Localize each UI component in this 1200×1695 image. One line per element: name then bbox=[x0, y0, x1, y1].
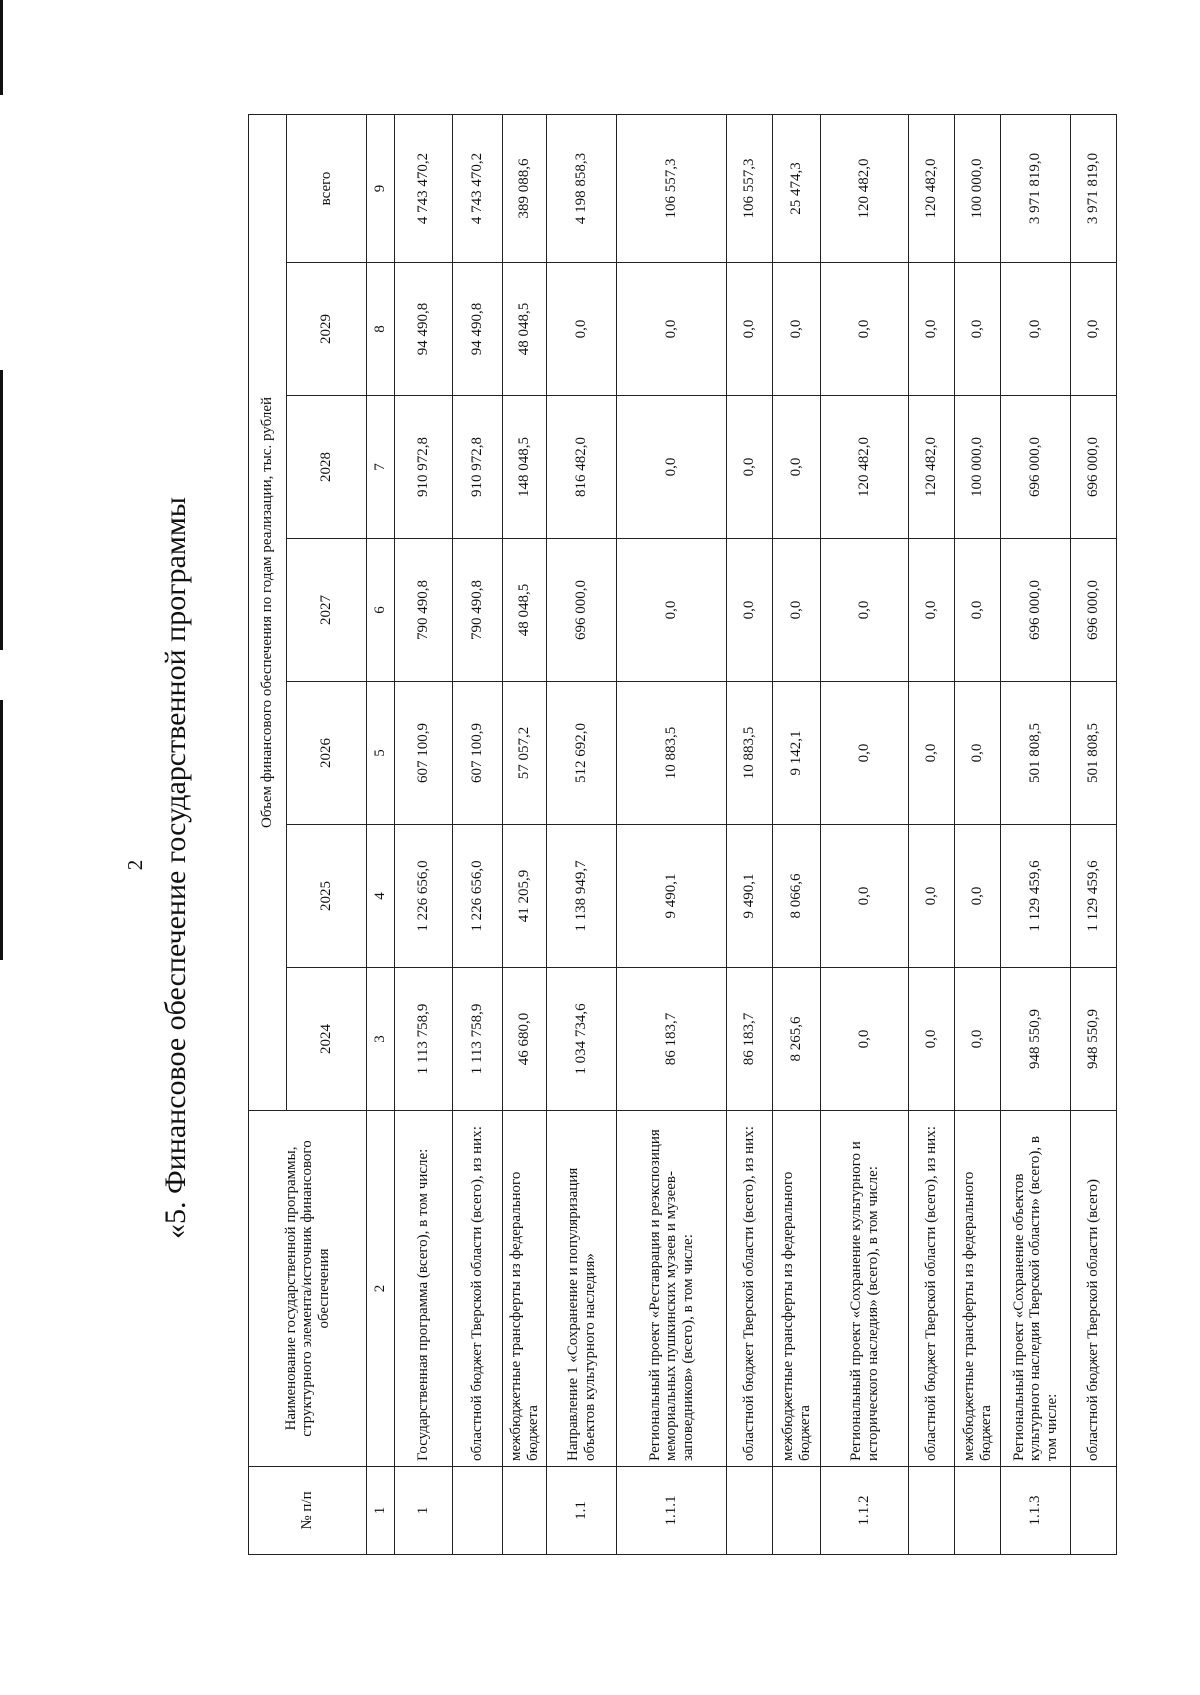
scan-margin-line bbox=[0, 370, 3, 650]
cell-value: 0,0 bbox=[821, 968, 909, 1111]
cell-value: 0,0 bbox=[955, 968, 1001, 1111]
cell-value: 94 490,8 bbox=[453, 263, 503, 396]
column-number: 4 bbox=[367, 825, 395, 968]
financing-table-wrapper bbox=[248, 115, 1200, 1555]
cell-value: 1 129 459,6 bbox=[1071, 825, 1117, 968]
header-year: 2028 bbox=[287, 396, 367, 539]
cell-value: 1 034 734,6 bbox=[547, 968, 617, 1111]
cell-total: 389 088,6 bbox=[503, 114, 547, 262]
cell-value: 1 113 758,9 bbox=[453, 968, 503, 1111]
row-name: Региональный проект «Реставрация и реэкспозиция мемориальных пушкинских музеев и музеев-заповедников» (всего), в том числе: bbox=[617, 1111, 727, 1467]
table-row bbox=[617, 114, 727, 1554]
cell-value: 0,0 bbox=[773, 539, 821, 682]
cell-value: 1 226 656,0 bbox=[395, 825, 453, 968]
cell-total: 4 198 858,3 bbox=[547, 114, 617, 262]
cell-value: 0,0 bbox=[909, 539, 955, 682]
cell-value: 9 142,1 bbox=[773, 682, 821, 825]
cell-value: 57 057,2 bbox=[503, 682, 547, 825]
column-number: 2 bbox=[367, 1111, 395, 1467]
header-name: Наименование государственной программы, структурного элемента/источник финансового обеспечения bbox=[249, 1111, 367, 1467]
cell-value: 1 129 459,6 bbox=[1001, 825, 1071, 968]
cell-value: 0,0 bbox=[1071, 263, 1117, 396]
column-number: 8 bbox=[367, 263, 395, 396]
cell-value: 607 100,9 bbox=[395, 682, 453, 825]
scan-margin-line bbox=[0, 0, 3, 95]
cell-total: 4 743 470,2 bbox=[395, 114, 453, 262]
header-group: Объем финансового обеспечения по годам реализации, тыс. рублей bbox=[249, 114, 287, 1110]
cell-total: 106 557,3 bbox=[727, 114, 773, 262]
cell-value: 0,0 bbox=[1001, 263, 1071, 396]
row-name: межбюджетные трансферты из федерального бюджета bbox=[955, 1111, 1001, 1467]
row-name: областной бюджет Тверской области (всего) bbox=[1071, 1111, 1117, 1467]
cell-value: 0,0 bbox=[727, 396, 773, 539]
row-number bbox=[1071, 1467, 1117, 1555]
row-name: областной бюджет Тверской области (всего), из них: bbox=[909, 1111, 955, 1467]
cell-value: 48 048,5 bbox=[503, 263, 547, 396]
row-name: областной бюджет Тверской области (всего), из них: bbox=[453, 1111, 503, 1467]
header-year: 2029 bbox=[287, 263, 367, 396]
table-row bbox=[727, 114, 773, 1554]
table-row bbox=[1071, 114, 1117, 1554]
cell-value: 0,0 bbox=[727, 263, 773, 396]
cell-value: 0,0 bbox=[821, 263, 909, 396]
cell-value: 0,0 bbox=[727, 539, 773, 682]
cell-value: 816 482,0 bbox=[547, 396, 617, 539]
cell-value: 0,0 bbox=[821, 825, 909, 968]
table-row bbox=[547, 114, 617, 1554]
cell-total: 120 482,0 bbox=[821, 114, 909, 262]
row-name: Государственная программа (всего), в том числе: bbox=[395, 1111, 453, 1467]
page-title: «5. Финансовое обеспечение государственной программы bbox=[159, 497, 192, 1239]
table-row bbox=[821, 114, 909, 1554]
cell-value: 120 482,0 bbox=[909, 396, 955, 539]
cell-value: 790 490,8 bbox=[395, 539, 453, 682]
row-number bbox=[503, 1467, 547, 1555]
row-name: межбюджетные трансферты из федерального бюджета bbox=[503, 1111, 547, 1467]
cell-value: 696 000,0 bbox=[1001, 539, 1071, 682]
column-number: 3 bbox=[367, 968, 395, 1111]
cell-value: 10 883,5 bbox=[727, 682, 773, 825]
cell-value: 0,0 bbox=[955, 263, 1001, 396]
row-name: областной бюджет Тверской области (всего), из них: bbox=[727, 1111, 773, 1467]
table-body bbox=[395, 114, 1117, 1554]
cell-value: 0,0 bbox=[773, 396, 821, 539]
row-name: межбюджетные трансферты из федерального бюджета bbox=[773, 1111, 821, 1467]
cell-value: 9 490,1 bbox=[727, 825, 773, 968]
cell-value: 0,0 bbox=[773, 263, 821, 396]
table-row bbox=[773, 114, 821, 1554]
column-number: 7 bbox=[367, 396, 395, 539]
cell-value: 0,0 bbox=[909, 682, 955, 825]
cell-value: 607 100,9 bbox=[453, 682, 503, 825]
cell-value: 148 048,5 bbox=[503, 396, 547, 539]
column-number: 9 bbox=[367, 114, 395, 262]
cell-value: 0,0 bbox=[547, 263, 617, 396]
cell-value: 0,0 bbox=[617, 396, 727, 539]
cell-value: 10 883,5 bbox=[617, 682, 727, 825]
cell-value: 41 205,9 bbox=[503, 825, 547, 968]
cell-value: 0,0 bbox=[617, 263, 727, 396]
cell-total: 100 000,0 bbox=[955, 114, 1001, 262]
column-number: 1 bbox=[367, 1467, 395, 1555]
row-number bbox=[955, 1467, 1001, 1555]
row-number: 1.1.1 bbox=[617, 1467, 727, 1555]
cell-value: 0,0 bbox=[821, 682, 909, 825]
row-name: Региональный проект «Сохранение объектов культурного наследия Тверской области» (всего), в том числе: bbox=[1001, 1111, 1071, 1467]
cell-value: 48 048,5 bbox=[503, 539, 547, 682]
cell-value: 0,0 bbox=[909, 825, 955, 968]
cell-value: 910 972,8 bbox=[395, 396, 453, 539]
row-name: Региональный проект «Сохранение культурного и исторического наследия» (всего), в том числе: bbox=[821, 1111, 909, 1467]
cell-value: 696 000,0 bbox=[547, 539, 617, 682]
header-year: 2024 bbox=[287, 968, 367, 1111]
cell-value: 0,0 bbox=[955, 682, 1001, 825]
cell-value: 501 808,5 bbox=[1071, 682, 1117, 825]
row-number: 1.1.3 bbox=[1001, 1467, 1071, 1555]
cell-value: 512 692,0 bbox=[547, 682, 617, 825]
header-year: 2026 bbox=[287, 682, 367, 825]
cell-value: 0,0 bbox=[821, 539, 909, 682]
cell-value: 1 226 656,0 bbox=[453, 825, 503, 968]
cell-value: 94 490,8 bbox=[395, 263, 453, 396]
cell-value: 501 808,5 bbox=[1001, 682, 1071, 825]
page-number: 2 bbox=[123, 859, 147, 871]
cell-value: 86 183,7 bbox=[617, 968, 727, 1111]
row-number: 1.1.2 bbox=[821, 1467, 909, 1555]
table-row bbox=[453, 114, 503, 1554]
cell-total: 3 971 819,0 bbox=[1071, 114, 1117, 262]
cell-total: 106 557,3 bbox=[617, 114, 727, 262]
row-number bbox=[909, 1467, 955, 1555]
cell-value: 696 000,0 bbox=[1071, 539, 1117, 682]
cell-value: 1 138 949,7 bbox=[547, 825, 617, 968]
cell-value: 100 000,0 bbox=[955, 396, 1001, 539]
header-no: № п/п bbox=[249, 1467, 367, 1555]
table-row bbox=[395, 114, 453, 1554]
row-number bbox=[453, 1467, 503, 1555]
cell-value: 0,0 bbox=[955, 825, 1001, 968]
cell-value: 696 000,0 bbox=[1071, 396, 1117, 539]
cell-total: 3 971 819,0 bbox=[1001, 114, 1071, 262]
header-year: 2025 bbox=[287, 825, 367, 968]
header-total: всего bbox=[287, 114, 367, 262]
row-name: Направление 1 «Сохранение и популяризация объектов культурного наследия» bbox=[547, 1111, 617, 1467]
table-row bbox=[909, 114, 955, 1554]
row-number bbox=[727, 1467, 773, 1555]
cell-value: 86 183,7 bbox=[727, 968, 773, 1111]
scan-margin-line bbox=[0, 700, 3, 960]
cell-value: 0,0 bbox=[909, 968, 955, 1111]
cell-value: 0,0 bbox=[909, 263, 955, 396]
financing-table bbox=[248, 114, 1117, 1555]
cell-value: 9 490,1 bbox=[617, 825, 727, 968]
cell-value: 790 490,8 bbox=[453, 539, 503, 682]
row-number: 1 bbox=[395, 1467, 453, 1555]
cell-total: 25 474,3 bbox=[773, 114, 821, 262]
cell-value: 948 550,9 bbox=[1071, 968, 1117, 1111]
cell-total: 4 743 470,2 bbox=[453, 114, 503, 262]
cell-value: 8 066,6 bbox=[773, 825, 821, 968]
table-row bbox=[955, 114, 1001, 1554]
cell-total: 120 482,0 bbox=[909, 114, 955, 262]
cell-value: 8 265,6 bbox=[773, 968, 821, 1111]
cell-value: 1 113 758,9 bbox=[395, 968, 453, 1111]
table-row bbox=[503, 114, 547, 1554]
row-number: 1.1 bbox=[547, 1467, 617, 1555]
cell-value: 120 482,0 bbox=[821, 396, 909, 539]
column-number: 5 bbox=[367, 682, 395, 825]
cell-value: 46 680,0 bbox=[503, 968, 547, 1111]
column-number: 6 bbox=[367, 539, 395, 682]
table-row bbox=[1001, 114, 1071, 1554]
cell-value: 0,0 bbox=[617, 539, 727, 682]
row-number bbox=[773, 1467, 821, 1555]
cell-value: 0,0 bbox=[955, 539, 1001, 682]
header-year: 2027 bbox=[287, 539, 367, 682]
cell-value: 948 550,9 bbox=[1001, 968, 1071, 1111]
cell-value: 910 972,8 bbox=[453, 396, 503, 539]
cell-value: 696 000,0 bbox=[1001, 396, 1071, 539]
